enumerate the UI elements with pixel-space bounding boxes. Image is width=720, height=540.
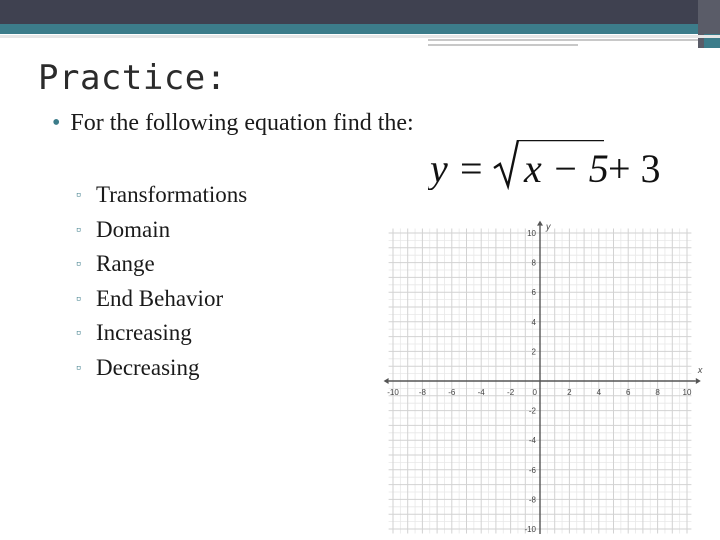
list-item-label: Increasing [96, 320, 192, 345]
x-tick-label: -6 [448, 388, 456, 397]
y-tick-label: -6 [528, 465, 536, 475]
list-item [76, 180, 247, 215]
y-tick-label: 6 [531, 288, 536, 298]
title-rule-long [428, 39, 698, 41]
axes [384, 221, 701, 534]
x-tick-label: -4 [477, 388, 485, 397]
list-item [76, 353, 247, 388]
list-item [76, 215, 247, 250]
list-item-label: Transformations [96, 182, 248, 207]
list-item [76, 284, 247, 319]
x-tick-label: -10 [387, 388, 399, 397]
list-item [76, 318, 247, 353]
y-tick-label: -2 [528, 406, 536, 416]
header-band-teal [0, 24, 720, 34]
y-tick-label: 4 [531, 317, 536, 327]
x-tick-label: 6 [625, 388, 631, 397]
x-axis-arrow-icon [696, 378, 701, 384]
y-axis-label: y [546, 221, 551, 232]
equation [428, 140, 678, 190]
square-bullet-icon: ▫ [76, 291, 81, 307]
x-tick-label: -8 [418, 388, 426, 397]
list-item [76, 249, 247, 284]
sub-bullet-list [76, 180, 247, 387]
y-tick-label: 2 [531, 347, 536, 357]
square-bullet-icon: ▫ [76, 222, 81, 238]
main-bullet-text: For the following equation find the: [70, 110, 414, 136]
x-tick-label: 2 [567, 388, 572, 397]
equation-rest: + 3 [608, 146, 661, 190]
x-tick-label: 10 [682, 388, 692, 397]
y-tick-label: -10 [524, 525, 536, 534]
tick-labels [387, 222, 703, 534]
x-tick-label: -2 [507, 388, 515, 397]
x-tick-label: 8 [655, 388, 660, 397]
list-item-label: End Behavior [96, 285, 224, 311]
list-item-label: Domain [96, 216, 171, 242]
main-bullet [52, 110, 414, 137]
header-rule [0, 35, 720, 38]
equation-radicand: x − 5 [524, 146, 609, 190]
x-tick-label: 0 [532, 388, 537, 397]
square-bullet-icon: ▫ [76, 360, 81, 376]
y-tick-label: -8 [528, 495, 536, 505]
slide-title: Practice: [38, 58, 227, 98]
y-tick-label: 10 [527, 229, 536, 238]
y-axis-arrow-icon [537, 221, 543, 226]
square-bullet-icon: ▫ [76, 188, 81, 203]
bullet-dot-icon: • [52, 110, 61, 136]
list-item-label: Decreasing [96, 354, 200, 380]
x-tick-label: 4 [596, 388, 602, 397]
square-bullet-icon: ▫ [76, 257, 81, 272]
title-rule-short [428, 44, 578, 46]
y-tick-label: -4 [528, 436, 536, 446]
x-axis-arrow-left-icon [384, 378, 389, 384]
list-item-label: Range [96, 251, 155, 276]
equation-equals: = [460, 146, 483, 190]
square-bullet-icon: ▫ [76, 326, 81, 341]
equation-lhs: y [430, 146, 448, 190]
coordinate-grid [382, 212, 712, 534]
x-axis-label: x [697, 365, 703, 375]
header-band-dark [0, 0, 720, 24]
y-tick-label: 8 [531, 258, 536, 268]
